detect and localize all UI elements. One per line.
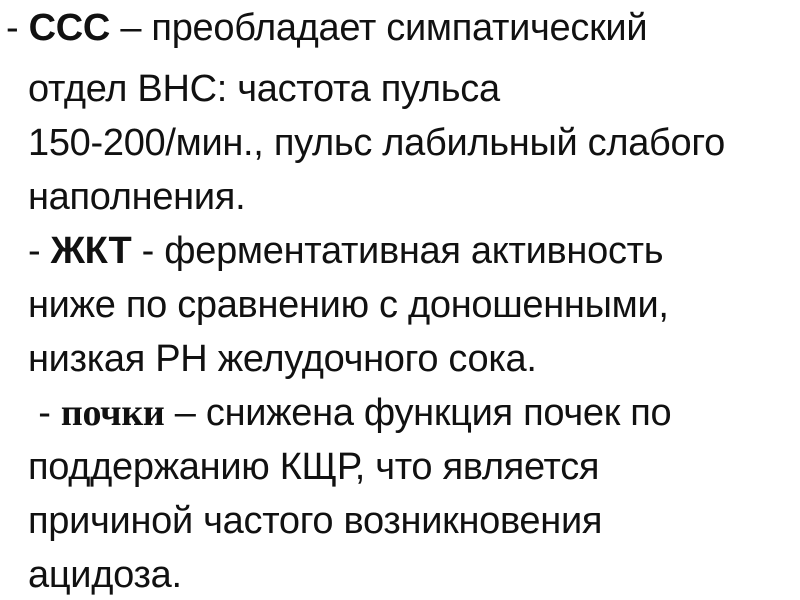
text-line (28, 445, 599, 489)
text-line (28, 67, 500, 111)
line-text: наполнения. (28, 176, 246, 218)
text-line (28, 553, 182, 597)
text-line (6, 6, 647, 50)
section-term-pochki: почки (60, 392, 165, 434)
text-line (28, 391, 671, 435)
text-line (28, 229, 663, 273)
text-line (28, 499, 602, 543)
line-prefix: - (28, 392, 61, 434)
line-text: 150-200/мин., пульс лабильный слабого (28, 122, 725, 164)
line-text: – снижена функция почек по (164, 392, 672, 434)
line-text: ацидоза. (28, 554, 182, 596)
text-line (28, 121, 725, 165)
line-text: низкая РН желудочного сока. (28, 338, 537, 380)
text-line (28, 175, 245, 219)
line-text: - ферментативная активность (131, 230, 664, 272)
line-text: отдел ВНС: частота пульса (28, 68, 500, 110)
line-text: – преобладает симпатический (110, 7, 648, 49)
line-text: ниже по сравнению с доношенными, (28, 284, 669, 326)
line-text: поддержанию КЩР, что является (28, 446, 600, 488)
line-prefix: - (6, 7, 29, 49)
section-term-zhkt: ЖКТ (50, 230, 132, 272)
line-text: причиной частого возникновения (28, 500, 603, 542)
text-line (28, 283, 669, 327)
text-line (28, 337, 537, 381)
section-term-css: ССС (28, 7, 111, 49)
line-prefix: - (28, 230, 51, 272)
